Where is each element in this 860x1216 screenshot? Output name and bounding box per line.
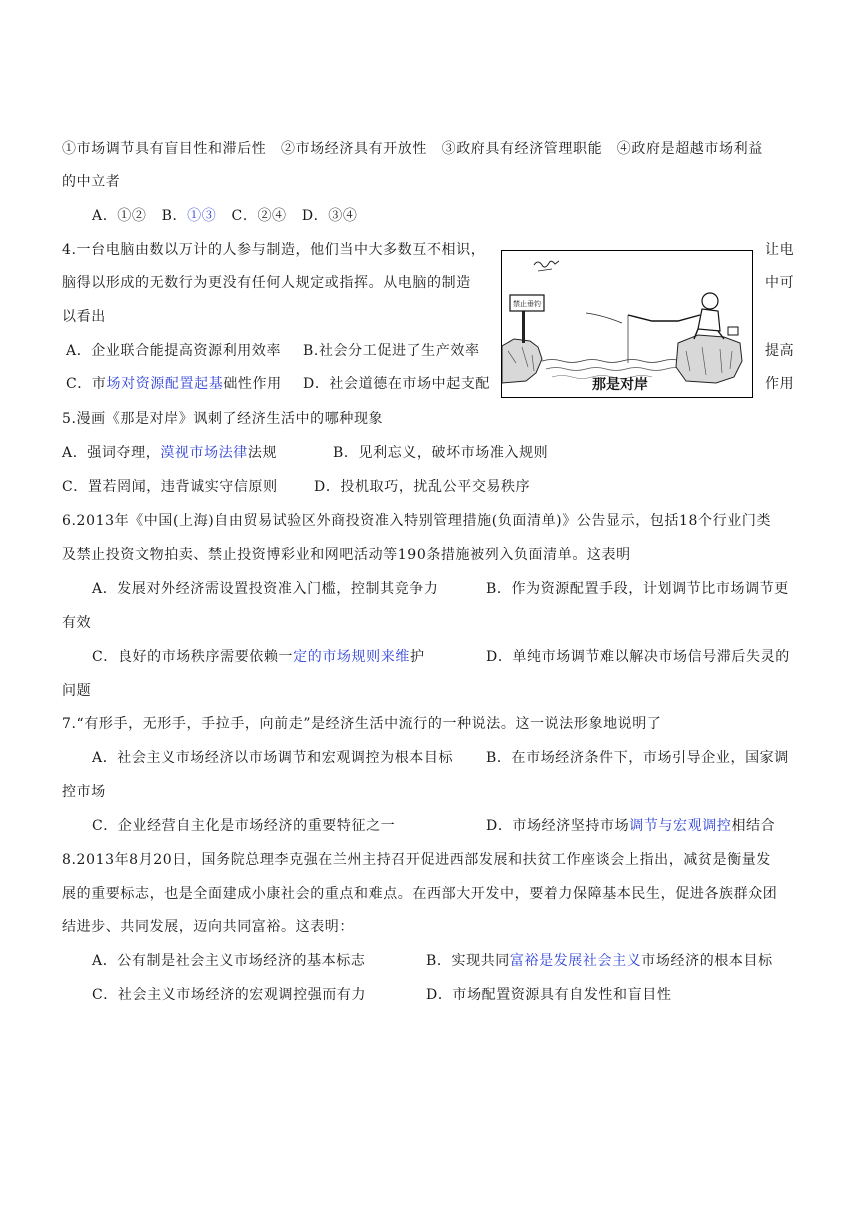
q8-option-c: C．社会主义市场经济的宏观调控强而有力 (92, 987, 367, 1003)
q4-option-c-pre: C．市 (66, 376, 107, 392)
cartoon-image (501, 250, 753, 398)
cartoon-sign-text: 禁止垂钓 (513, 300, 541, 308)
cartoon-caption: 那是对岸 (592, 377, 648, 393)
q7-option-d-post: 相结合 (731, 818, 776, 834)
q3-statements-line1: ①市场调节具有盲目性和滞后性 ②市场经济具有开放性 ③政府具有经济管理职能 ④政府是超越市场利益 (62, 141, 763, 157)
q8-option-b-post: 市场经济的根本目标 (641, 953, 773, 969)
q5-option-d: D．投机取巧，扰乱公平交易秩序 (314, 479, 531, 495)
q4-stem-line1-right: 让电 (765, 242, 795, 258)
q5-option-b: B．见利忘义，破坏市场准入规则 (333, 445, 549, 461)
q7-option-d (486, 816, 775, 836)
q8-option-b-highlight: 富裕是发展社会主义 (509, 953, 642, 969)
q4-option-b: B.社会分工促进了生产效率 (303, 343, 480, 359)
q5-option-a-pre: A．强词夺理， (62, 445, 161, 461)
q4-option-c-highlight: 场对资源配置起基 (106, 376, 224, 392)
q8-option-b-pre: B．实现共同 (426, 953, 510, 969)
q4-option-a: A．企业联合能提高资源利用效率 (66, 343, 282, 359)
q4-option-d-right: 作用 (765, 376, 795, 392)
q7-option-b-continued: 控市场 (62, 784, 106, 800)
q3-option-d: D．③④ (301, 208, 358, 224)
q4-option-b-right: 提高 (765, 343, 795, 359)
q5-option-c: C．置若罔闻，违背诚实守信原则 (62, 479, 278, 495)
q3-options (92, 206, 357, 226)
q7-option-d-highlight: 调节与宏观调控 (629, 818, 732, 834)
q6-option-c-post: 护 (409, 649, 425, 665)
q3-option-b-label: B． (161, 208, 188, 224)
cartoon-drawing (502, 251, 752, 397)
q4-stem-line2: 脑得以形成的无数行为更没有任何人规定或指挥。从电脑的制造 (62, 275, 471, 291)
q8-option-a: A．公有制是社会主义市场经济的基本标志 (92, 953, 366, 969)
q6-option-b: B．作为资源配置手段，计划调节比市场调节更 (486, 581, 789, 597)
q6-option-c-highlight: 定的市场规则来维 (293, 649, 410, 665)
q5-option-a-highlight: 漠视市场法律 (160, 445, 248, 461)
q7-stem: 7.“有形手，无形手，手拉手，向前走”是经济生活中流行的一种说法。这一说法形象地说明了 (62, 716, 662, 732)
q7-option-b: B．在市场经济条件下，市场引导企业，国家调 (486, 750, 789, 766)
q8-option-d: D．市场配置资源具有自发性和盲目性 (426, 987, 672, 1003)
q8-stem-line3: 结进步、共同发展，迈向共同富裕。这表明： (62, 919, 354, 935)
q8-stem-line1: 8.2013年8月20日，国务院总理李克强在兰州主持召开促进西部发展和扶贫工作座谈会上指出，减贫是衡量发 (62, 852, 771, 868)
q3-option-b-answer: ①③ (187, 208, 217, 224)
q5-option-a-post: 法规 (247, 445, 278, 461)
q6-option-d: D．单纯市场调节难以解决市场信号滞后失灵的 (486, 649, 790, 665)
q4-stem-line3: 以看出 (62, 309, 106, 325)
q5-stem: 5.漫画《那是对岸》讽刺了经济生活中的哪种现象 (62, 411, 384, 427)
q4-option-d: D．社会道德在市场中起支配 (303, 376, 491, 392)
q4-stem-line1: 4.一台电脑由数以万计的人参与制造，他们当中大多数互不相识， (62, 242, 486, 258)
q8-stem-line2: 展的重要标志，也是全面建成小康社会的重点和难点。在西部大开发中，要着力保障基本民生，促进各族群众团 (62, 886, 778, 902)
q3-option-a: A．①② (92, 208, 147, 224)
q7-option-a: A．社会主义市场经济以市场调节和宏观调控为根本目标 (92, 750, 454, 766)
q6-option-a: A．发展对外经济需设置投资准入门槛，控制其竞争力 (92, 581, 439, 597)
q7-option-c: C．企业经营自主化是市场经济的重要特征之一 (92, 818, 396, 834)
q4-stem-line2-right: 中可 (765, 275, 795, 291)
q6-option-c (92, 647, 425, 667)
q3-statements-line2: 的中立者 (62, 174, 121, 190)
q8-option-b (426, 951, 773, 971)
q6-option-c-pre: C．良好的市场秩序需要依赖一 (92, 649, 294, 665)
q6-stem-line2: 及禁止投资文物拍卖、禁止投资博彩业和网吧活动等190条措施被列入负面清单。这表明 (62, 547, 631, 563)
q5-option-a (62, 443, 277, 463)
q6-stem-line1: 6.2013年《中国(上海)自由贸易试验区外商投资准入特别管理措施(负面清单)》公告显示，包括18个行业门类 (62, 513, 772, 529)
q6-option-d-continued: 问题 (62, 683, 92, 699)
q7-option-d-pre: D．市场经济坚持市场 (486, 818, 630, 834)
q4-option-c-post: 础性作用 (223, 376, 282, 392)
q3-option-c: C．②④ (231, 208, 287, 224)
q4-option-c (66, 374, 282, 394)
q6-option-b-continued: 有效 (62, 615, 92, 631)
